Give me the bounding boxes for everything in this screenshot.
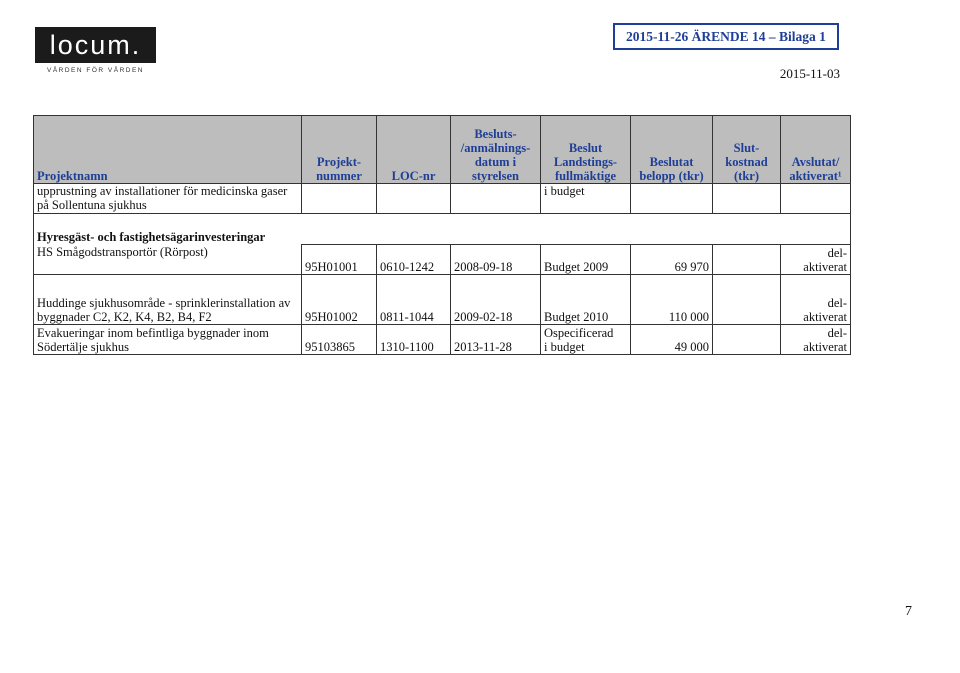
col-header-projektnummer: [302, 116, 377, 184]
cell-empty: [377, 184, 451, 214]
col-header-slutkostnad: [713, 116, 781, 184]
cell-decision: Budget 2010: [541, 275, 631, 325]
cell-status: del- aktiverat: [781, 275, 851, 325]
col-header-beslutat-belopp: [631, 116, 713, 184]
document-reference: 2015-11-26 ÄRENDE 14 – Bilaga 1: [613, 23, 839, 50]
cell-final-cost: [713, 275, 781, 325]
cell-decision: i budget: [541, 184, 631, 214]
cell-loc-number: 1310-1100: [377, 325, 451, 355]
cell-decision-date: 2008-09-18: [451, 245, 541, 275]
cell-empty: [781, 184, 851, 214]
table-row: [34, 245, 851, 275]
cell-status: del- aktiverat: [781, 325, 851, 355]
col-header-text: Avslutat/ aktiverat¹: [789, 155, 842, 183]
cell-decision: Budget 2009: [541, 245, 631, 275]
logo-tagline: VÅRDEN FÖR VÅRDEN: [46, 67, 144, 74]
cell-project-name: Evakueringar inom befintliga byggnader inom Södertälje sjukhus: [34, 325, 302, 355]
cell-amount: 49 000: [631, 325, 713, 355]
table-row: [34, 275, 851, 325]
cell-project-number: 95H01002: [302, 275, 377, 325]
cell-empty: [713, 184, 781, 214]
cell-decision: Ospecificerad i budget: [541, 325, 631, 355]
cell-final-cost: [713, 245, 781, 275]
section-row: [34, 214, 851, 245]
cell-final-cost: [713, 325, 781, 355]
cell-project-number: 95H01001: [302, 245, 377, 275]
cell-project-name: HS Smågodstransportör (Rörpost): [34, 245, 302, 275]
cell-amount: 69 970: [631, 245, 713, 275]
col-header-beslutsdatum: [451, 116, 541, 184]
cell-empty: [451, 184, 541, 214]
table-row: [34, 184, 851, 214]
col-header-avslutat-aktiverat: [781, 116, 851, 184]
cell-loc-number: 0610-1242: [377, 245, 451, 275]
table-header-row: [34, 116, 851, 184]
col-header-text: Beslut Landstings- fullmäktige: [553, 141, 618, 183]
cell-project-name: Huddinge sjukhusområde - sprinklerinstallation av byggnader C2, K2, K4, B2, B4, F2: [34, 275, 302, 325]
section-title: Hyresgäst- och fastighetsägarinvesteringar: [34, 214, 851, 245]
col-header-text: Beslutat belopp (tkr): [639, 155, 704, 183]
col-header-text: Projekt- nummer: [316, 155, 362, 183]
cell-status: del- aktiverat: [781, 245, 851, 275]
cell-decision-date: 2009-02-18: [451, 275, 541, 325]
page-number: 7: [905, 604, 912, 619]
cell-empty: [631, 184, 713, 214]
col-header-projektnamn: Projektnamn: [34, 116, 302, 184]
col-header-beslut-landstingsfullmaktige: [541, 116, 631, 184]
locum-logo: locum.: [35, 27, 156, 63]
cell-empty: [302, 184, 377, 214]
col-header-text: Besluts- /anmälnings- datum i styrelsen: [460, 127, 531, 183]
cell-decision-date: 2013-11-28: [451, 325, 541, 355]
cell-amount: 110 000: [631, 275, 713, 325]
cell-loc-number: 0811-1044: [377, 275, 451, 325]
document-date: 2015-11-03: [779, 66, 840, 81]
project-table: [33, 115, 851, 355]
col-header-loc-nr: LOC-nr: [377, 116, 451, 184]
cell-project-number: 95103865: [302, 325, 377, 355]
col-header-text: Slut- kostnad (tkr): [725, 141, 768, 183]
table-row: [34, 325, 851, 355]
cell-project-name: upprustning av installationer för medicinska gaser på Sollentuna sjukhus: [34, 184, 302, 214]
